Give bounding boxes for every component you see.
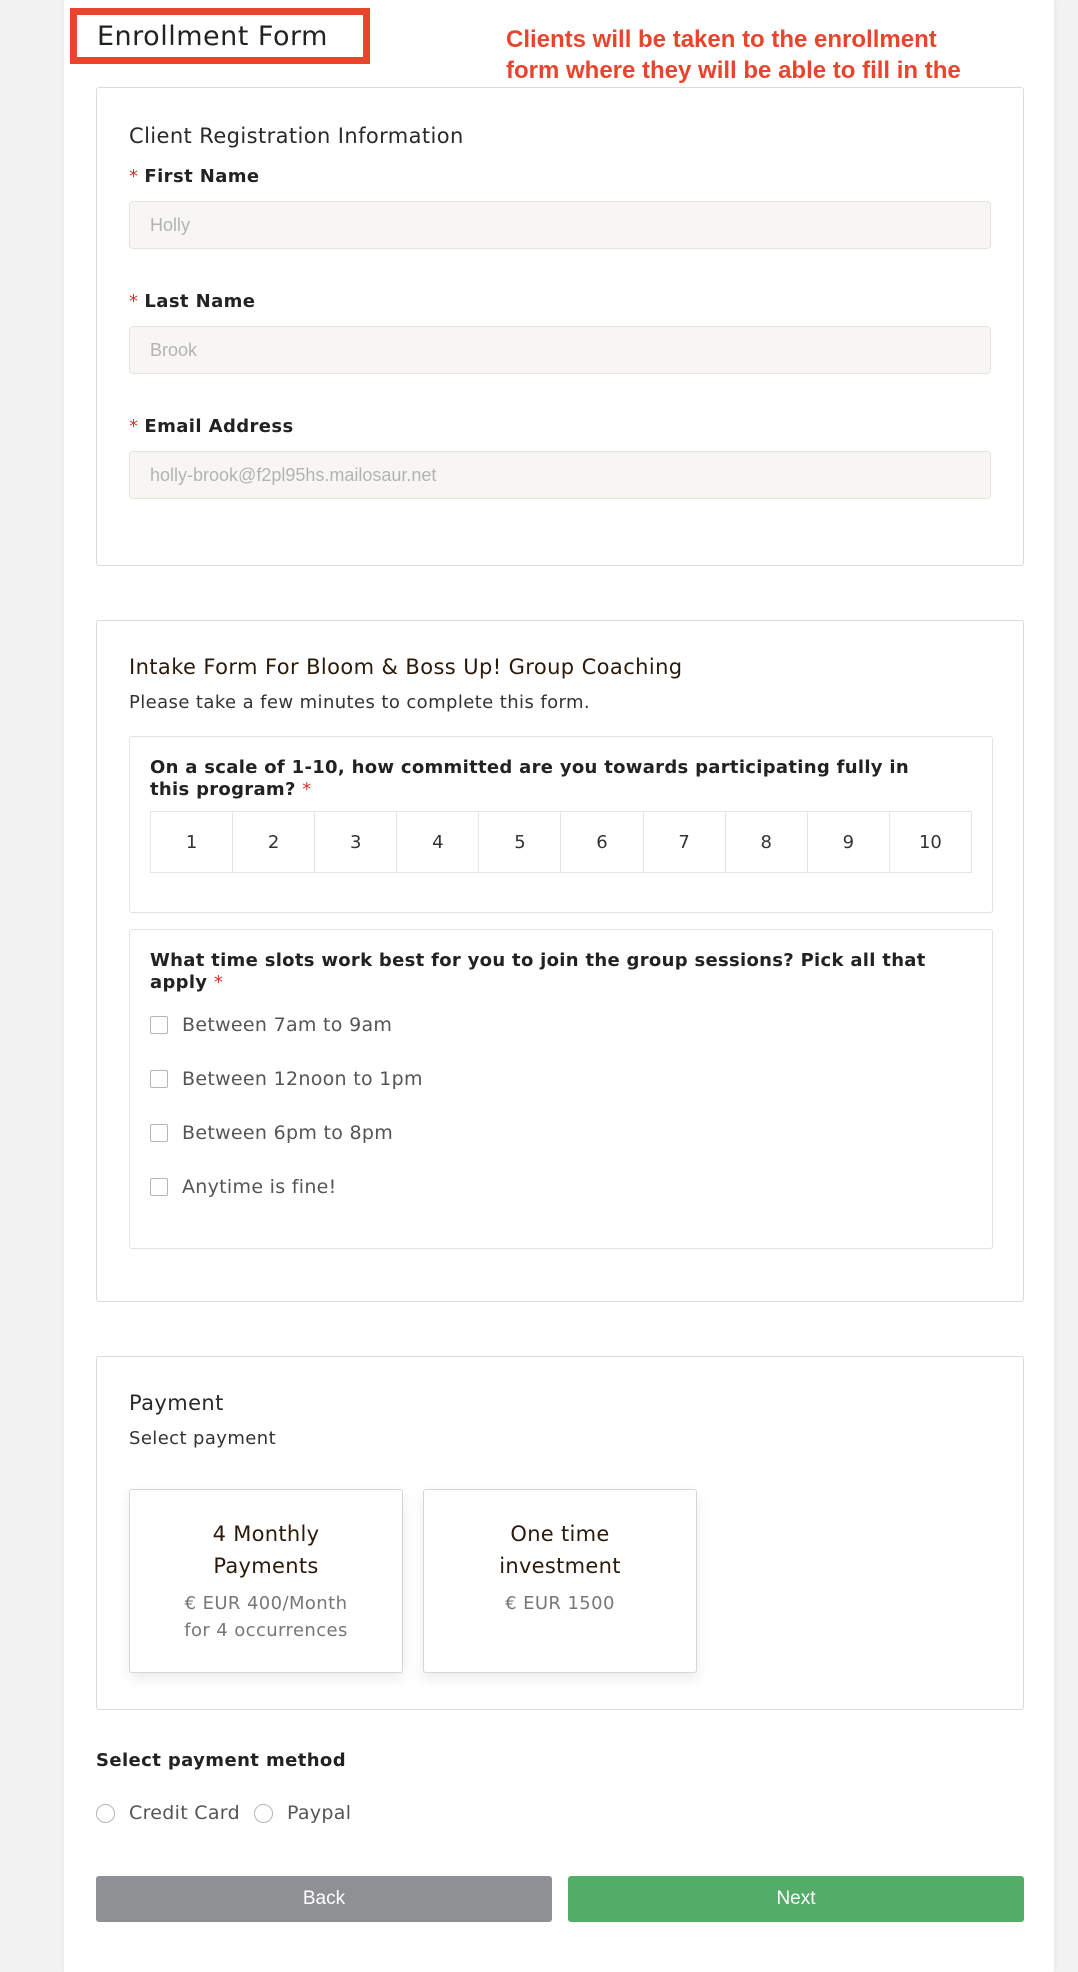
checkbox[interactable]	[150, 1070, 168, 1088]
scale-option-7[interactable]: 7	[644, 812, 726, 872]
time-slots-question-text: What time slots work best for you to join the group sessions? Pick all that apply *	[150, 950, 926, 993]
registration-heading: Client Registration Information	[129, 124, 464, 148]
last-name-label: * Last Name	[129, 291, 256, 312]
last-name-input[interactable]	[129, 326, 991, 374]
slot-option-noon[interactable]	[150, 1068, 423, 1090]
payment-method-option-label: Credit Card	[129, 1802, 240, 1824]
intake-subheading: Please take a few minutes to complete this form.	[129, 692, 591, 713]
required-asterisk: *	[129, 291, 139, 312]
plan-name: 4 Monthly Payments	[212, 1522, 320, 1578]
checkbox[interactable]	[150, 1124, 168, 1142]
scale-option-6[interactable]: 6	[561, 812, 643, 872]
scale-option-3[interactable]: 3	[315, 812, 397, 872]
slot-option-evening[interactable]	[150, 1122, 393, 1144]
scale-option-2[interactable]: 2	[233, 812, 315, 872]
first-name-input[interactable]	[129, 201, 991, 249]
scale-option-5[interactable]: 5	[479, 812, 561, 872]
back-button[interactable]: Back	[96, 1876, 552, 1922]
checkbox[interactable]	[150, 1178, 168, 1196]
commitment-question	[129, 736, 993, 913]
intake-heading: Intake Form For Bloom & Boss Up! Group Coaching	[129, 655, 683, 679]
slot-option-label: Between 6pm to 8pm	[182, 1122, 394, 1144]
plan-name: One time investment	[499, 1522, 621, 1578]
payment-method-paypal[interactable]	[254, 1802, 351, 1824]
slot-option-label: Between 12noon to 1pm	[182, 1068, 423, 1090]
payment-method-label: Select payment method	[96, 1750, 346, 1771]
scale-option-1[interactable]: 1	[151, 812, 233, 872]
email-label: * Email Address	[129, 416, 294, 437]
plan-one-time-investment[interactable]	[423, 1489, 697, 1673]
commitment-question-text: On a scale of 1-10, how committed are you towards participating fully in this program? *	[150, 757, 909, 800]
radio-button[interactable]	[96, 1804, 115, 1823]
email-input[interactable]	[129, 451, 991, 499]
plan-monthly-payments[interactable]	[129, 1489, 403, 1673]
payment-method-option-label: Paypal	[287, 1802, 352, 1824]
registration-card	[96, 87, 1024, 566]
intake-card	[96, 620, 1024, 1302]
payment-card	[96, 1356, 1024, 1710]
required-asterisk: *	[213, 972, 224, 993]
required-asterisk: *	[302, 779, 312, 800]
required-asterisk: *	[129, 416, 139, 437]
scale-option-4[interactable]: 4	[397, 812, 479, 872]
payment-heading: Payment	[129, 1391, 224, 1415]
page-title: Enrollment Form	[97, 20, 328, 52]
scale-option-9[interactable]: 9	[808, 812, 890, 872]
checkbox[interactable]	[150, 1016, 168, 1034]
plan-price: € EUR 400/Month for 4 occurrences	[184, 1593, 348, 1641]
next-button[interactable]: Next	[568, 1876, 1024, 1922]
annotation-note: Clients will be taken to the enrollment form where they will be able to fill in the	[506, 26, 961, 84]
radio-button[interactable]	[254, 1804, 273, 1823]
payment-subheading: Select payment	[129, 1428, 277, 1449]
first-name-label: * First Name	[129, 166, 260, 187]
enrollment-form-title-highlight	[70, 8, 370, 64]
slot-option-anytime[interactable]	[150, 1176, 337, 1198]
scale-option-8[interactable]: 8	[726, 812, 808, 872]
slot-option-label: Between 7am to 9am	[182, 1014, 393, 1036]
commitment-scale	[150, 811, 972, 873]
payment-method-credit-card[interactable]	[96, 1802, 240, 1824]
time-slots-question	[129, 929, 993, 1249]
plan-price: € EUR 1500	[505, 1593, 615, 1614]
required-asterisk: *	[129, 166, 139, 187]
slot-option-label: Anytime is fine!	[182, 1176, 337, 1198]
scale-option-10[interactable]: 10	[918, 831, 942, 853]
slot-option-morning[interactable]	[150, 1014, 392, 1036]
